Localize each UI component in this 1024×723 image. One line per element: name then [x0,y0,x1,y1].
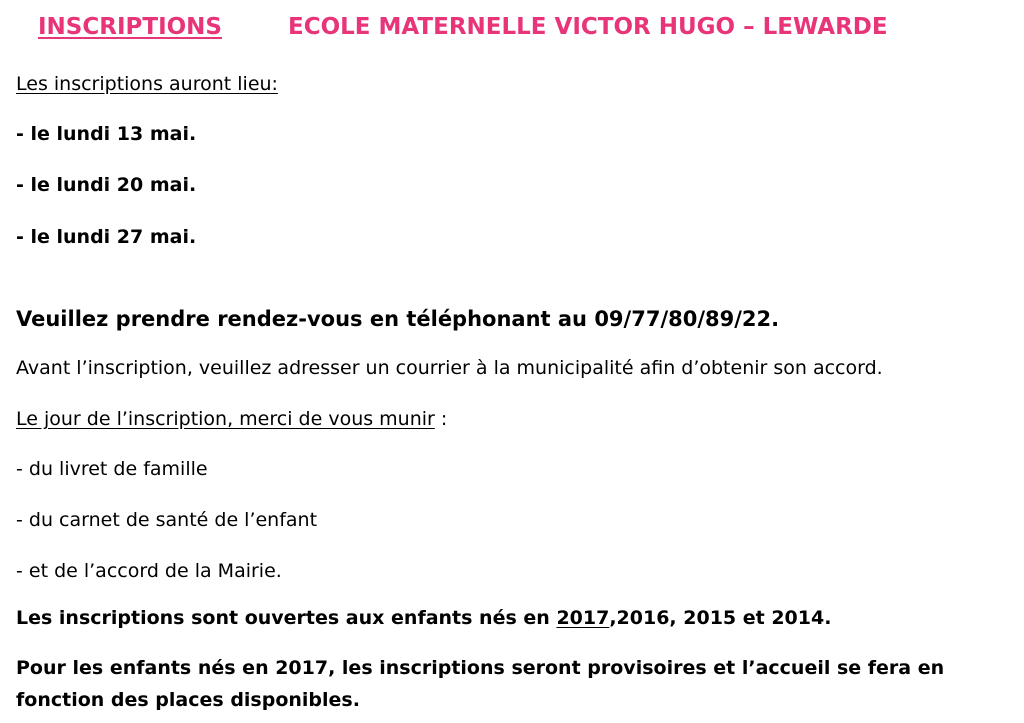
header-inscriptions: INSCRIPTIONS [38,14,222,40]
document-list-item: - du carnet de santé de l’enfant [16,509,318,531]
phone-instruction: Veuillez prendre rendez-vous en téléphonant au 09/77/80/89/22. [16,307,780,331]
open-year-underlined: 2017 [556,607,610,629]
date-item: - le lundi 13 mai. [16,123,197,145]
date-item: - le lundi 27 mai. [16,226,197,248]
open-years-statement [16,606,831,630]
open-prefix: Les inscriptions sont ouvertes aux enfants nés en [16,607,557,629]
before-instruction: Avant l’inscription, veuillez adresser un courrier à la municipalité afin d’obtenir son accord. [16,357,883,379]
open-suffix: ,2016, 2015 et 2014. [609,607,832,629]
bring-label: Le jour de l’inscription, merci de vous munir [16,408,435,430]
bring-suffix: : [434,408,448,430]
provisional-line-1: Pour les enfants nés en 2017, les inscriptions seront provisoires et l’accueil se fera en [16,657,945,679]
document-header [38,14,998,50]
bring-heading [16,407,447,431]
document-list-item: - du livret de famille [16,458,208,480]
document-list-item: - et de l’accord de la Mairie. [16,560,282,582]
intro-text: Les inscriptions auront lieu: [16,73,278,95]
header-school-name: ECOLE MATERNELLE VICTOR HUGO – LEWARDE [288,14,888,40]
provisional-line-2: fonction des places disponibles. [16,689,360,711]
date-item: - le lundi 20 mai. [16,174,197,196]
